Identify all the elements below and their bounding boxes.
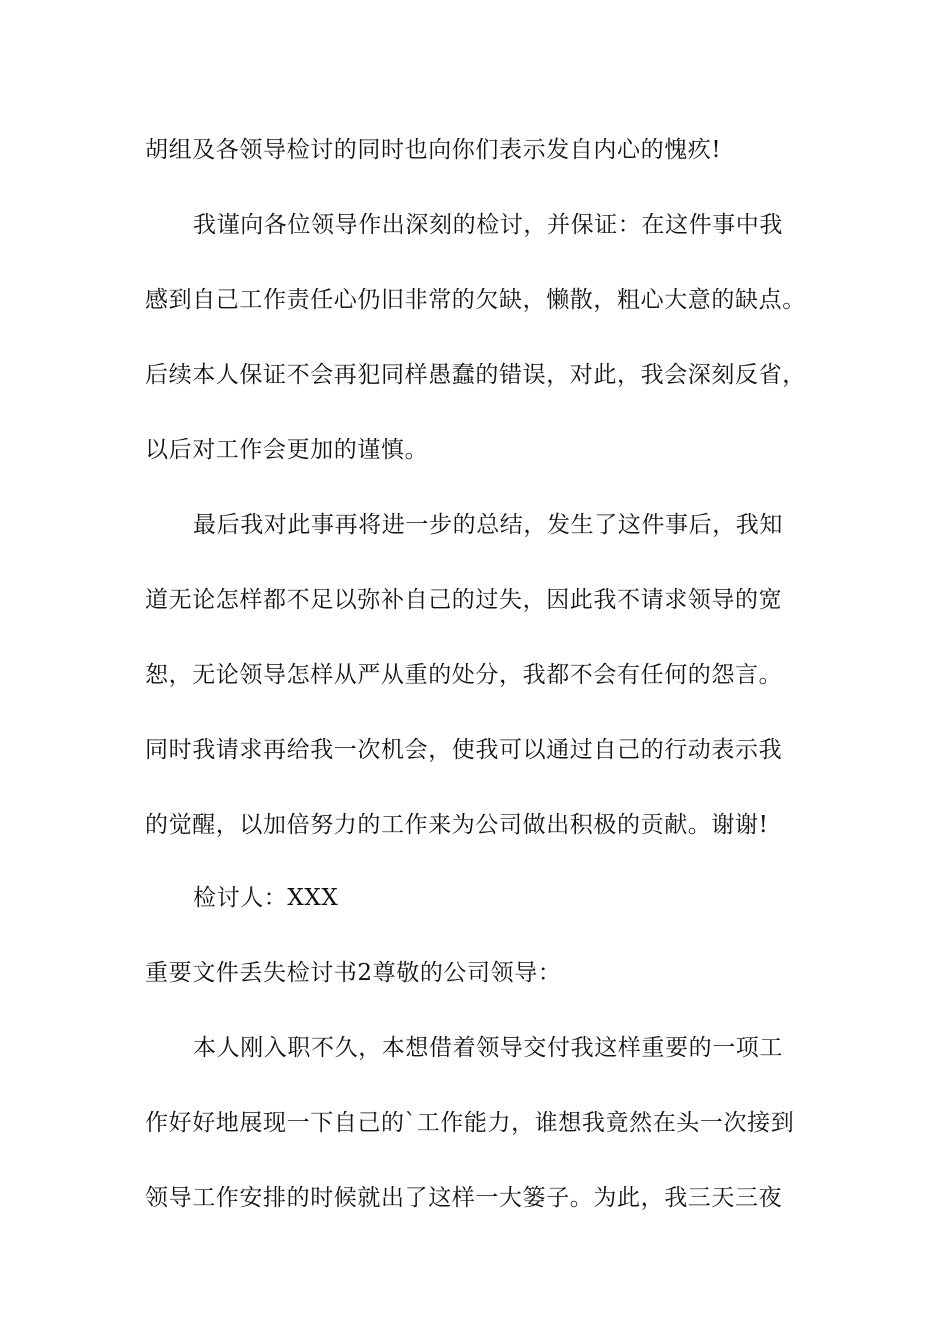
text-line-10: 的觉醒，以加倍努力的工作来为公司做出积极的贡献。谢谢! bbox=[145, 812, 769, 838]
text-line-14: 作好好地展现一下自己的`工作能力，谁想我竟然在头一次接到 bbox=[145, 1110, 795, 1136]
text-line-5: 以后对工作会更加的谨慎。 bbox=[145, 437, 429, 463]
text-line-6: 最后我对此事再将进一步的总结，发生了这件事后，我知 bbox=[193, 512, 783, 538]
text-line-2: 我谨向各位领导作出深刻的检讨，并保证：在这件事中我 bbox=[193, 212, 783, 238]
text-line-4: 后续本人保证不会再犯同样愚蠢的错误，对此，我会深刻反省， bbox=[145, 362, 806, 388]
text-line-3: 感到自己工作责任心仍旧非常的欠缺，懒散，粗心大意的缺点。 bbox=[145, 287, 806, 313]
text-line-13: 本人刚入职不久，本想借着领导交付我这样重要的一项工 bbox=[193, 1035, 783, 1061]
text-line-8: 恕，无论领导怎样从严从重的处分，我都不会有任何的怨言。 bbox=[145, 662, 783, 688]
text-line-9: 同时我请求再给我一次机会，使我可以通过自己的行动表示我 bbox=[145, 737, 783, 763]
section-heading: 重要文件丢失检讨书2尊敬的公司领导： bbox=[145, 960, 562, 986]
text-line-15: 领导工作安排的时候就出了这样一大篓子。为此，我三天三夜 bbox=[145, 1185, 783, 1211]
text-line-7: 道无论怎样都不足以弥补自己的过失，因此我不请求领导的宽 bbox=[145, 587, 783, 613]
signature-line: 检讨人：XXX bbox=[193, 885, 339, 911]
text-line-1: 胡组及各领导检讨的同时也向你们表示发自内心的愧疚! bbox=[145, 137, 722, 163]
